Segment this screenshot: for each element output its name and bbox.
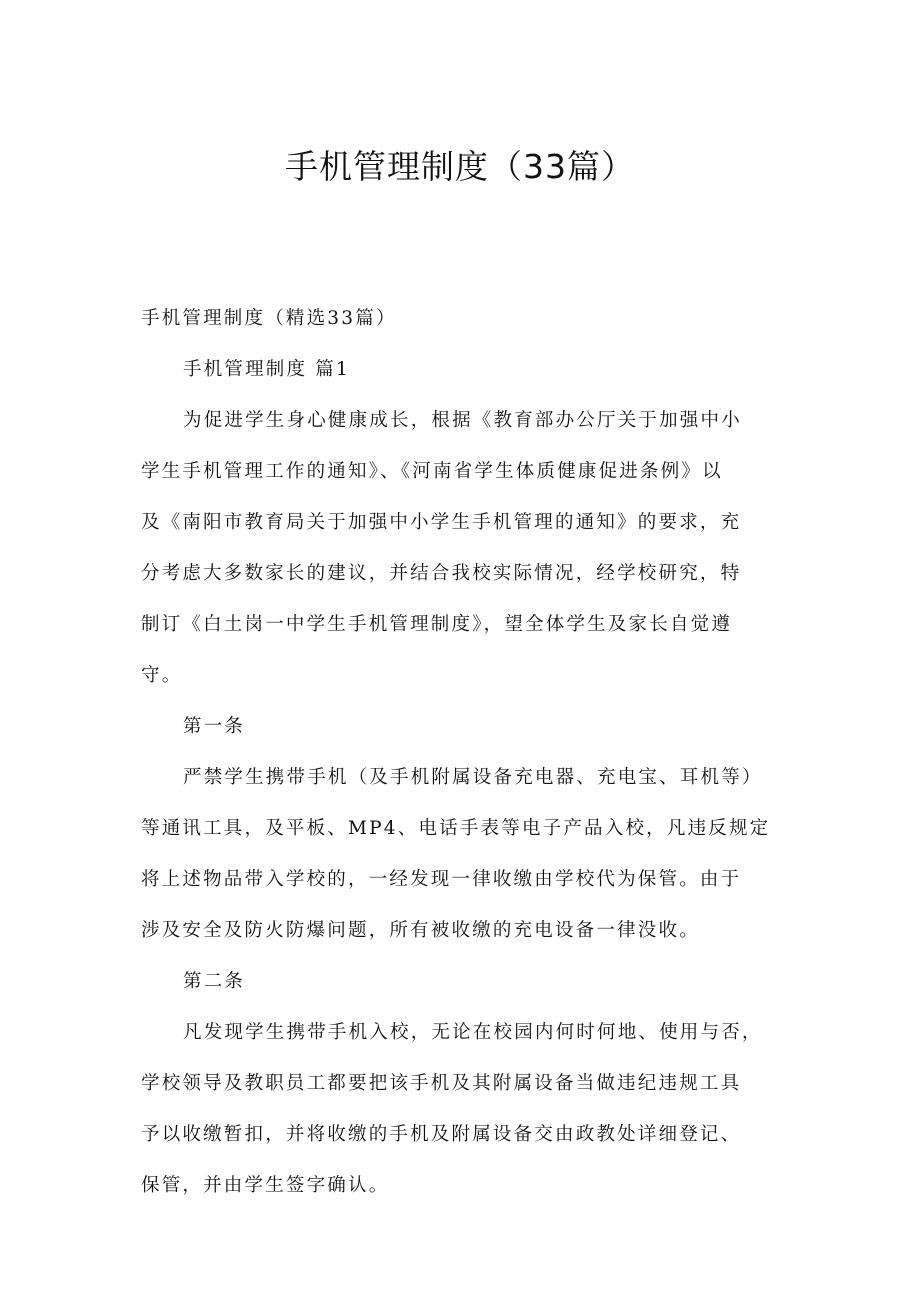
article-1-line: 严禁学生携带手机（及手机附属设备充电器、充电宝、耳机等）	[183, 767, 763, 788]
article-2-heading: 第二条	[183, 971, 246, 992]
document-body	[141, 293, 791, 1211]
article-2-line: 凡发现学生携带手机入校，无论在校园内何时何地、使用与否，	[183, 1022, 763, 1043]
section-heading: 手机管理制度 篇1	[183, 359, 350, 380]
intro-line: 为促进学生身心健康成长，根据《教育部办公厅关于加强中小	[183, 410, 742, 431]
intro-line: 制订《白土岗一中学生手机管理制度》，望全体学生及家长自觉遵	[141, 614, 733, 635]
article-2-line: 予以收缴暂扣，并将收缴的手机及附属设备交由政教处详细登记、	[141, 1124, 742, 1145]
document-subtitle: 手机管理制度（精选33篇）	[141, 308, 397, 329]
document-title: 手机管理制度（33篇）	[285, 147, 635, 186]
article-2-line: 保管，并由学生签字确认。	[141, 1175, 390, 1196]
intro-line: 及《南阳市教育局关于加强中小学生手机管理的通知》的要求，充	[141, 512, 742, 533]
intro-line: 分考虑大多数家长的建议，并结合我校实际情况，经学校研究，特	[141, 563, 742, 584]
article-1-line: 将上述物品带入学校的，一经发现一律收缴由学校代为保管。由于	[141, 869, 742, 890]
article-1-line: 等通讯工具，及平板、MP4、电话手表等电子产品入校，凡违反规定	[141, 818, 771, 839]
article-1-heading: 第一条	[183, 716, 246, 737]
intro-line: 守。	[141, 665, 183, 686]
article-2-line: 学校领导及教职员工都要把该手机及其附属设备当做违纪违规工具	[141, 1073, 742, 1094]
intro-line: 学生手机管理工作的通知》、《河南省学生体质健康促进条例》以	[141, 461, 723, 482]
article-1-line: 涉及安全及防火防爆问题，所有被收缴的充电设备一律没收。	[141, 920, 700, 941]
